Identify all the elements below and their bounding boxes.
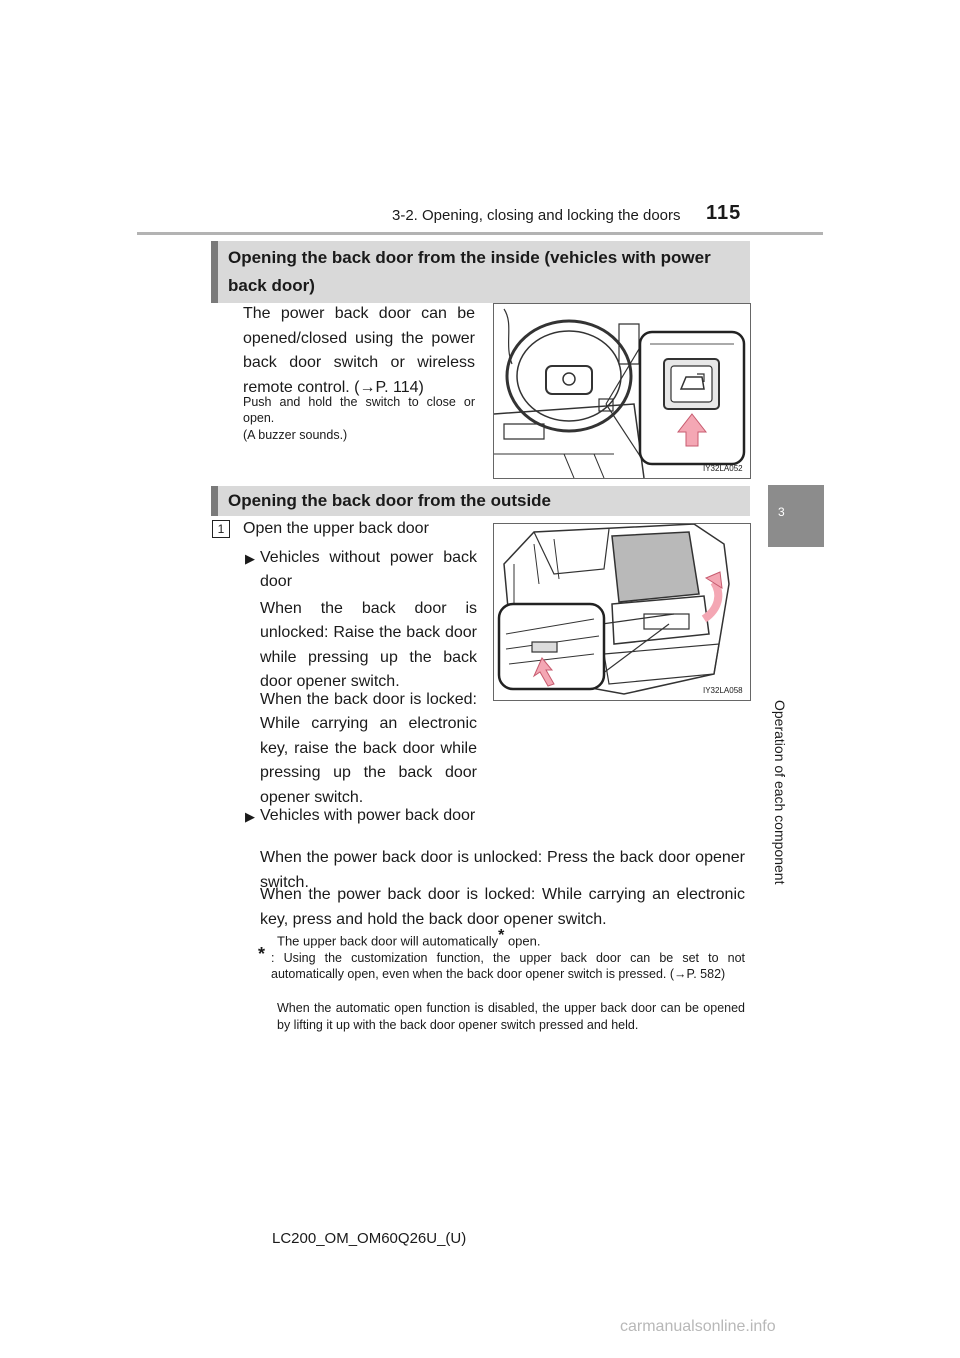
section1-note-1: Push and hold the switch to close or open. bbox=[243, 395, 475, 425]
doc-code-footer: LC200_OM_OM60Q26U_(U) bbox=[272, 1230, 467, 1247]
section-heading-inside: Opening the back door from the inside (vehicles with power back door) bbox=[211, 241, 750, 303]
step-title: Open the upper back door bbox=[243, 520, 429, 537]
figure-dashboard bbox=[493, 303, 751, 479]
chapter-tab bbox=[768, 485, 824, 547]
asterisk-mark: * bbox=[498, 927, 505, 944]
section-heading-outside: Opening the back door from the outside bbox=[211, 486, 750, 516]
auto-open-note-suffix: open. bbox=[504, 933, 541, 949]
header-section-title: 3-2. Opening, closing and locking the doors bbox=[392, 207, 681, 224]
chapter-number: 3 bbox=[778, 505, 785, 519]
section1-body: The power back door can be opened/closed using the power back door switch or wireless remote control. (→P. 114) bbox=[243, 305, 475, 396]
section1-note-2: (A buzzer sounds.) bbox=[243, 428, 348, 442]
figure-rear-vehicle bbox=[493, 523, 751, 701]
auto-open-note bbox=[277, 928, 541, 949]
bullet-arrow-icon: ▶ bbox=[245, 809, 255, 824]
bullet-arrow-icon: ▶ bbox=[245, 551, 255, 566]
chapter-label: Operation of each component bbox=[772, 700, 788, 885]
footnote-marker: * bbox=[258, 944, 266, 964]
dashboard-illustration bbox=[494, 304, 750, 478]
bullet2-para2: When the power back door is locked: While carrying an electronic key, press and hold the back door opener switch. bbox=[260, 886, 745, 928]
header-divider bbox=[137, 232, 823, 235]
footnote-line1: : Using the customization function, the upper back door can be set to not automatically open, even when the back door opener switch is pressed. (→P. 582) bbox=[271, 951, 745, 981]
bullet1-para1: When the back door is unlocked: Raise the back door while pressing up the back door opener switch. bbox=[260, 600, 477, 691]
figure-code-1: IY32LA052 bbox=[703, 464, 743, 473]
auto-open-note-text: The upper back door will automatically bbox=[277, 933, 499, 949]
bullet2-title: Vehicles with power back door bbox=[260, 807, 476, 824]
bullet1-title: Vehicles without power back door bbox=[260, 549, 477, 590]
step-number-box: 1 bbox=[212, 520, 230, 538]
page-number: 115 bbox=[706, 202, 742, 224]
rear-vehicle-illustration bbox=[494, 524, 750, 700]
watermark: carmanualsonline.info bbox=[620, 1318, 776, 1335]
bullet2-para1: When the power back door is unlocked: Press the back door opener switch. bbox=[260, 849, 745, 891]
footnote-line2: When the automatic open function is disabled, the upper back door can be opened by lifting it up with the back door opener switch pressed and held. bbox=[277, 1001, 745, 1032]
figure-code-2: IY32LA058 bbox=[703, 686, 743, 695]
bullet1-para2: When the back door is locked: While carrying an electronic key, raise the back door while pressing up the back door opener switch. bbox=[260, 691, 477, 806]
